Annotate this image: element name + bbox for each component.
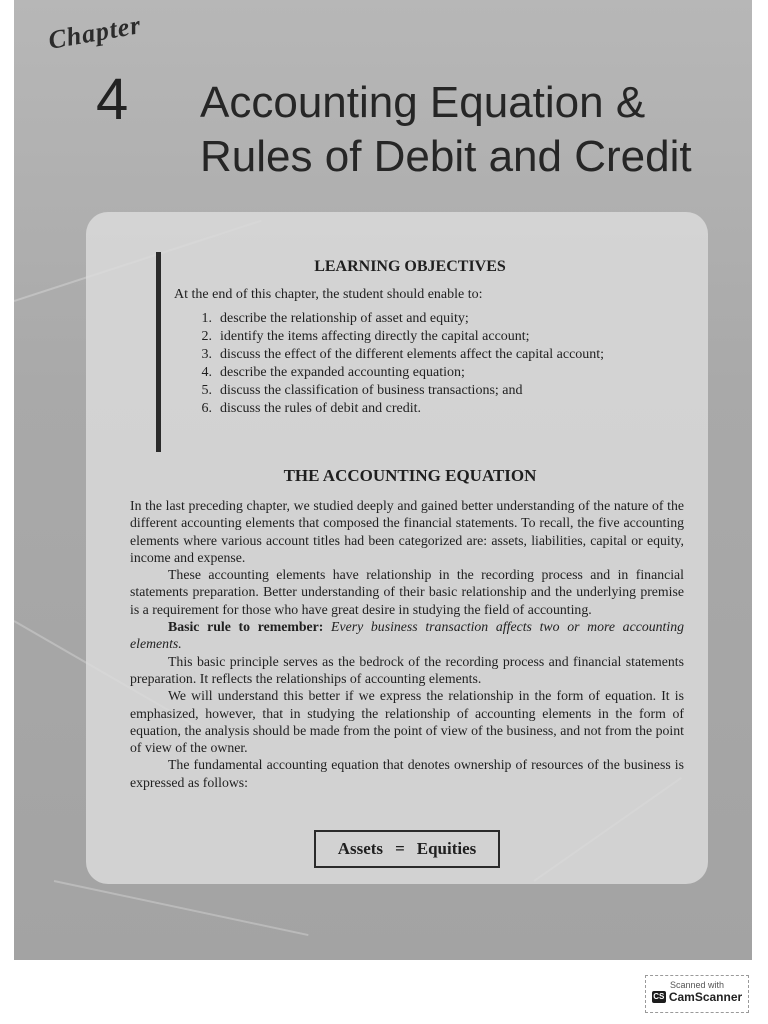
camscanner-icon: CS [653,992,665,1001]
rule-label: Basic rule to remember: [168,619,324,635]
decorative-line [54,880,309,936]
paragraph: In the last preceding chapter, we studied deeply and gained better understanding of the nature of the different accounting elements that composed the financial statements. To recall, the five accounting elements where various account titles had been categorized are: assets, liabilities, capital or equity, income and expense. [130,498,684,565]
objectives-intro: At the end of this chapter, the student should enable to: [174,287,483,302]
chapter-label: Chapter [46,10,144,55]
paragraph: The fundamental accounting equation that denotes ownership of resources of the business is expressed as follows: [130,757,684,790]
objectives-bar [156,252,161,452]
list-item: 6. discuss the rules of debit and credit. [201,401,422,416]
badge-brand [646,990,748,1004]
badge-caption: Scanned with [669,980,725,990]
list-item: 3. discuss the effect of the different elements affect the capital account; [201,347,605,362]
equation-left: Assets [337,839,384,858]
list-item: 4. describe the expanded accounting equation; [201,365,465,380]
equation-right: Equities [416,839,477,858]
objectives-heading: LEARNING OBJECTIVES [314,258,506,275]
list-item: 1. describe the relationship of asset and equity; [201,311,469,326]
paragraph: These accounting elements have relationship in the recording process and in financial statements preparation. Better understanding of their basic relationship and the underlying premise is a requirement for those who have great desire in studying the field of accounting. [130,567,684,617]
rule-text: Every business transaction affects two or more accounting elements. [130,619,684,652]
equation-box [314,830,500,868]
paragraph: We will understand this better if we express the relationship in the form of equation. It is emphasized, however, that in studying the relationship of accounting elements in the form of equation, the analysis should be made from the point of view of the business, and not from the point of view of the owner. [130,688,684,756]
chapter-title-line2: Rules of Debit and Credit [200,132,692,181]
objectives-list [186,310,604,418]
section-body [130,497,684,791]
list-item: 2. identify the items affecting directly the capital account; [201,329,530,344]
paragraph [130,618,684,653]
paragraph: This basic principle serves as the bedrock of the recording process and financial statements preparation. It reflects the relationships of accounting elements. [130,653,684,686]
chapter-number: 4 [96,67,129,132]
camscanner-badge [645,975,749,1013]
equation-operator: = [395,839,405,858]
list-item: 5. discuss the classification of business transactions; and [201,383,523,398]
chapter-title-line1: Accounting Equation & [200,78,646,127]
section-heading: THE ACCOUNTING EQUATION [283,466,537,485]
badge-brand-name: CamScanner [668,990,743,1004]
chapter-title [200,76,752,184]
